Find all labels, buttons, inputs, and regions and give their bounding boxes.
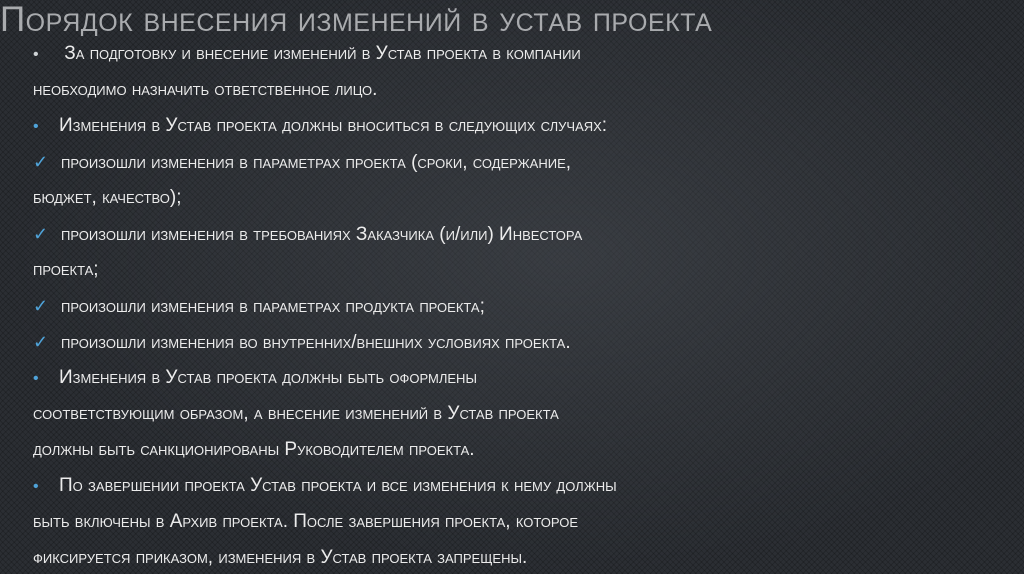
line-text: необходимо назначить ответственное лицо. [33,79,378,100]
text-line [33,72,993,108]
line-text: быть включены в Архив проекта. После завершения проекта, которое [33,511,578,532]
line-text: фиксируется приказом, изменения в Устав проекта запрещены. [33,547,528,568]
text-line [33,432,993,468]
text-line [33,324,993,360]
line-text: Изменения в Устав проекта должны быть оформлены [59,367,477,388]
line-text: проекта; [33,259,99,280]
text-line [33,216,993,252]
text-line [33,180,993,216]
text-line [33,252,993,288]
text-line [33,540,993,574]
line-text: бюджет, качество); [33,187,182,208]
text-line [33,288,993,324]
slide-body [33,36,993,574]
text-line [33,468,993,504]
text-line [33,396,993,432]
checkmark-icon: ✓ [33,296,49,316]
line-text: произошли изменения в параметрах продукта проекта; [61,296,485,317]
text-line [33,36,993,72]
text-line [33,360,993,396]
line-text: Изменения в Устав проекта должны вноситься в следующих случаях: [59,115,608,136]
bullet-marker: • [33,46,39,63]
bullet-marker: • [33,370,39,387]
checkmark-icon: ✓ [33,332,49,352]
line-text: За подготовку и внесение изменений в Устав проекта в компании [59,43,581,64]
bullet-marker: • [33,478,39,495]
bullet-marker: • [33,118,39,135]
line-text: должны быть санкционированы Руководителем проекта. [33,439,475,460]
line-text: По завершении проекта Устав проекта и все изменения к нему должны [59,475,617,496]
slide-title: Порядок внесения изменений в устав проекта [0,0,713,39]
checkmark-icon: ✓ [33,152,49,172]
line-text: произошли изменения в параметрах проекта (сроки, содержание, [61,152,572,173]
line-text: соответствующим образом, а внесение изменений в Устав проекта [33,403,559,424]
line-text: произошли изменения в требованиях Заказчика (и/или) Инвестора [61,224,583,245]
text-line [33,108,993,144]
text-line [33,504,993,540]
text-line [33,144,993,180]
line-text: произошли изменения во внутренних/внешних условиях проекта. [61,332,571,353]
checkmark-icon: ✓ [33,224,49,244]
